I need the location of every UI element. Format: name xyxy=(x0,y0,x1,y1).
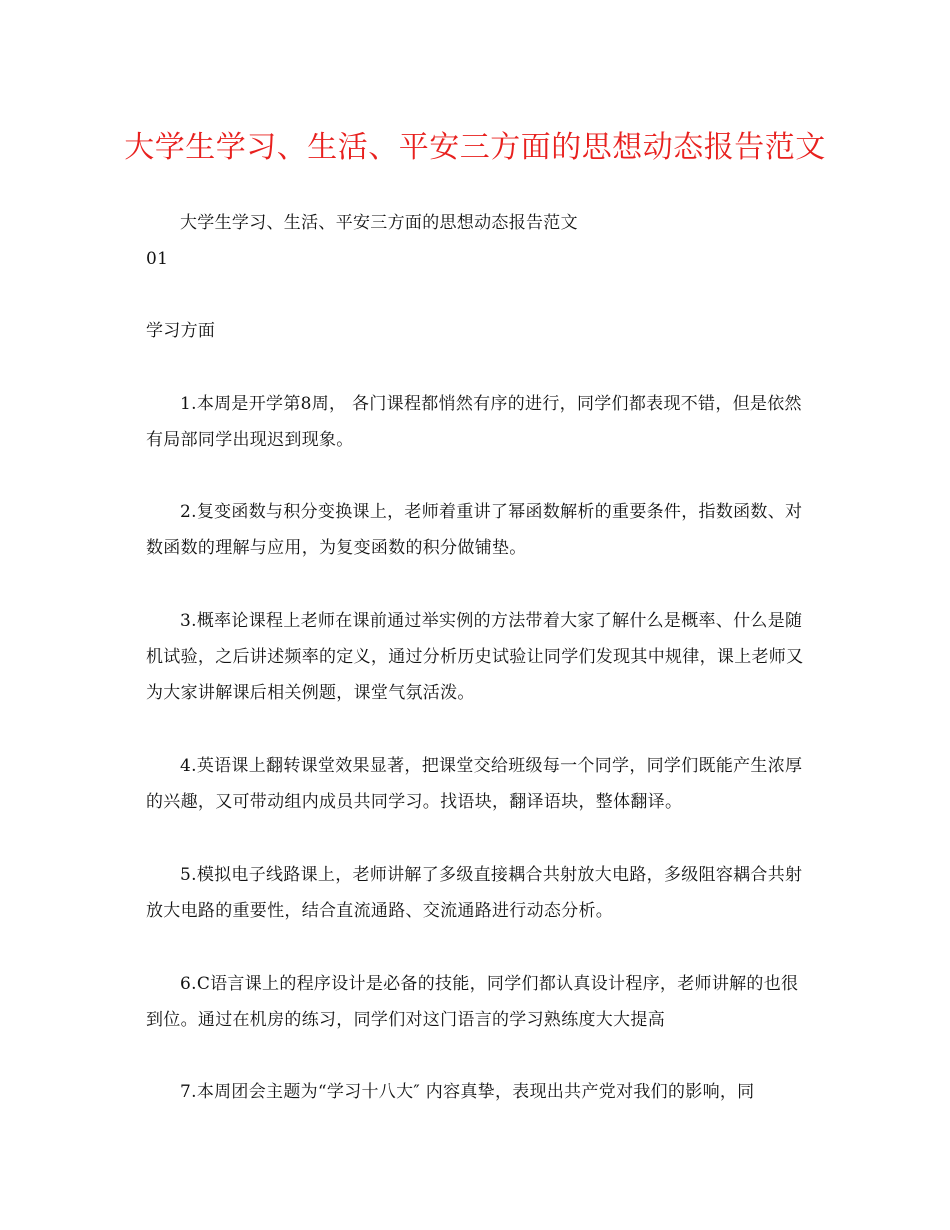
paragraph-4: 4.英语课上翻转课堂效果显著，把课堂交给班级每一个同学，同学们既能产生浓厚的兴趣，又可带动组内成员共同学习。找语块，翻译语块，整体翻译。 xyxy=(146,756,803,812)
document-title: 大学生学习、生活、平安三方面的思想动态报告范文 xyxy=(124,130,826,165)
paragraph-2: 2.复变函数与积分变换课上，老师着重讲了幂函数解析的重要条件，指数函数、对数函数的理解与应用，为复变函数的积分做铺垫。 xyxy=(146,502,803,558)
paragraph-7: 7.本周团会主题为“学习十八大″ 内容真挚，表现出共产党对我们的影响，同 xyxy=(180,1082,755,1102)
paragraph-5: 5.模拟电子线路课上，老师讲解了多级直接耦合共射放大电路，多级阻容耦合共射放大电路的重要性，结合直流通路、交流通路进行动态分析。 xyxy=(146,865,803,921)
document-subtitle: 大学生学习、生活、平安三方面的思想动态报告范文 xyxy=(180,213,578,233)
paragraph-3: 3.概率论课程上老师在课前通过举实例的方法带着大家了解什么是概率、什么是随机试验，之后讲述频率的定义，通过分析历史试验让同学们发现其中规律，课上老师又为大家讲解课后相关例题，课堂气氛活泼。 xyxy=(146,611,804,703)
section-heading: 学习方面 xyxy=(146,321,216,341)
document-number: 01 xyxy=(146,249,169,269)
paragraph-1: 1.本周是开学第8周， 各门课程都悄然有序的进行，同学们都表现不错，但是依然有局部同学出现迟到现象。 xyxy=(146,394,802,450)
paragraph-6: 6.C语言课上的程序设计是必备的技能，同学们都认真设计程序，老师讲解的也很到位。通过在机房的练习，同学们对这门语言的学习熟练度大大提高 xyxy=(146,974,799,1030)
